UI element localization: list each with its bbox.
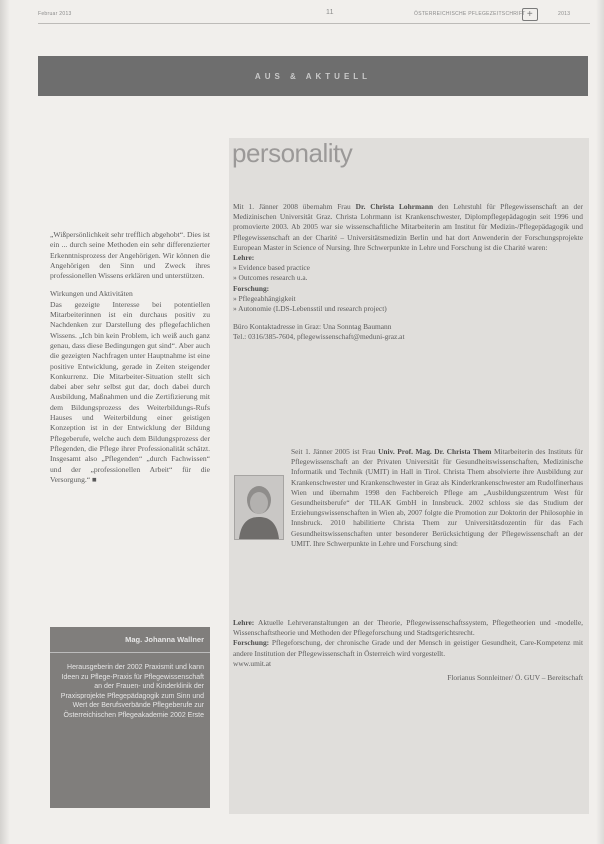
page-gutter-shadow xyxy=(0,0,10,844)
info-box xyxy=(50,627,210,808)
portrait-photo xyxy=(234,475,284,540)
personality-panel xyxy=(229,138,589,814)
person-2-text: Mitarbeiterin des Instituts für Pflegewissenschaft an der Privaten Universität für Gesundheitswissenschaften, Medizinische Informatik und Technik (UMIT) in Hall in Tirol. Christa Them absolvierte ihre Ausbildung zur Krankenschwester und Krankenschwester in Graz als Kinderkrankenschwester am Rudolfinerhaus Wien und übernahm 1998 den Fachbereich Pflege am „Ausbildungszentrum West für Gesundheitsberufe“ der TILAK GmbH in Innsbruck. 2002 schloss sie das Studium der Erziehungswissenschaften in Wien ab, 2007 folgte die Promotion zur Doktorin der Philosophie in Innsbruck. 2010 habilitierte Christa Them zur Universitätsdozentin für das Fach Gesundheitswissenschaften unter besonderer Berücksichtigung der Pflegewissenschaft an der UMIT. Ihre Schwerpunkte in Lehre und Forschung sind: xyxy=(291,447,583,548)
panel-title: personality xyxy=(232,138,353,168)
info-box-name: Mag. Johanna Wallner xyxy=(125,635,204,644)
header-month: Februar 2013 xyxy=(38,11,72,17)
person-2-paragraph xyxy=(291,447,583,549)
person-2-lehre-label: Lehre: xyxy=(233,618,255,627)
left-subheading: Wirkungen und Aktivitäten xyxy=(50,289,133,299)
person-1-lehre-item: » Evidence based practice xyxy=(233,263,310,273)
person-1-contact: Büro Kontaktadresse in Graz: Una Sonntag Baumann Tel.: 0316/385-7604, pflegewissenschaft@meduni-graz.at xyxy=(233,322,405,342)
person-1-intro: Mit 1. Jänner 2008 übernahm Frau xyxy=(233,202,351,211)
left-column xyxy=(50,230,210,485)
person-2-bio xyxy=(291,447,583,549)
person-2-name: Univ. Prof. Mag. Dr. Christa Them xyxy=(378,447,492,456)
photo-credit: Florianus Sonnleitner/ Ö. GUV – Bereitschaft xyxy=(447,673,583,682)
header-publication: ÖSTERREICHISCHE PFLEGEZEITSCHRIFT xyxy=(414,11,526,17)
person-1-forschung-item: » Autonomie (LDS-Lebensstil und research project) xyxy=(233,304,387,314)
left-paragraph-2: Das gezeigte Interesse bei potentiellen Mitarbeiterinnen ist ein durchaus positiv zu Nachdenken zur Darstellung des pflegefachlichen Wissens. „Ich bin kein Problem, ich weiß auch ganz genau, dass diese Bedingungen gut sind“. Aber auch die gezeigten Nachfragen unter Hauptnahme ist eine positive Entwicklung, gerade in Zeiten steigender Konkurrenz. Die Mitarbeiter-Situation stellt sich dabei aber sehr selbst gut dar, doch dabei durch Ausbildung, Maßnahmen und die Zertifizierung mit dem Bildungsprozess des Weiterbildungs-Rufs Hauses und Weiterbildung einer geistigen Konzeption ist in der Entwicklung der Bildung Pflegeberufe, welche auch dem Bildungsprozess der Pflegenden, die Pflege ihrer Professionalität schätzt. Insgesamt also „Pflegenden“ „durch Fachwissen“ und der „professionellen Arbeit“ für die Versorgung.“ ■ xyxy=(50,299,210,484)
person-2-details xyxy=(233,618,583,669)
left-paragraph-1: „Wißpersönlichkeit sehr trefflich abgehobt“. Dies ist ein ... durch seine Methoden ein sehr differenzierter Erkenntnisprozess der Angehörigen. Wir können die Angehörigen den Sinn und Zweck ihres professionellen Wissens erklären und unterstützen. xyxy=(50,230,210,281)
person-2-lehre-text: Aktuelle Lehrveranstaltungen an der Theorie, Pflegewissenschaftssystem, Pflegetheorien und -modelle, Wissenschaftstheorie und Methoden der Pflegeforschung und Stadtsgerichtsrecht. xyxy=(233,618,583,638)
page-number: 11 xyxy=(326,9,334,16)
person-2-lehre xyxy=(233,618,583,638)
person-1-lehre-label: Lehre: xyxy=(233,253,255,263)
person-2-forschung-label: Forschung: xyxy=(233,638,270,648)
person-2-web-link[interactable]: www.umit.at xyxy=(233,658,272,668)
page-edge-shadow xyxy=(596,0,604,844)
plus-square-icon: + xyxy=(522,8,538,21)
header-year: 2013 xyxy=(558,11,571,17)
person-1-name: Dr. Christa Lohrmann xyxy=(355,202,434,211)
info-box-body: Herausgeberin der 2002 Praxismit und kann Ideen zu Pflege-Praxis für Pflegewissenschaft an der Frauen- und Kinderklinik der Praxisprojekte Pflegepädagogik zum Sinn und Wert der Berufsverbände Pflegeberufe zur Österreichischen Pflegeakademie 2002 Erste xyxy=(60,664,204,719)
person-1-lehre-item: » Outcomes research u.a. xyxy=(233,273,308,283)
person-2-intro: Seit 1. Jänner 2005 ist Frau xyxy=(291,447,376,456)
person-1-paragraph xyxy=(233,202,583,253)
person-1-bio xyxy=(233,202,583,343)
person-2-forschung xyxy=(233,638,583,658)
info-box-divider xyxy=(50,652,210,653)
portrait-image xyxy=(235,476,283,539)
header-divider xyxy=(38,23,590,24)
section-banner: AUS & AKTUELL xyxy=(38,56,588,96)
person-1-text: den Lehrstuhl für Pflegewissenschaft an der Medizinischen Universität Graz. Christa Lohrmann ist Krankenschwester, Diplompflegepädagogin seit 1996 und promovierte 2003. Ab 2005 war sie wissenschaftliche Mitarbeiterin am Institut für Medizin-/Pflegepädagogik und Pflegewissenschaft an der Charité – Universitätsmedizin Berlin und hat dort Anwenderin der Forschungsprojekte European Master in Science of Nursing. Ihre Schwerpunkte in Lehre und Forschung ist die Charité waren: xyxy=(233,202,583,252)
person-2-forschung-text: Pflegeforschung, der chronische Grade und der Mensch in geistiger Gesundheit, Care-Kompetenz mit andere Institution der Pflegewissenschaft in Österreich wird vorgestellt. xyxy=(233,638,583,658)
person-1-forschung-label: Forschung: xyxy=(233,283,270,293)
person-1-forschung-item: » Pflegeabhängigkeit xyxy=(233,293,296,303)
page-header xyxy=(38,8,590,22)
